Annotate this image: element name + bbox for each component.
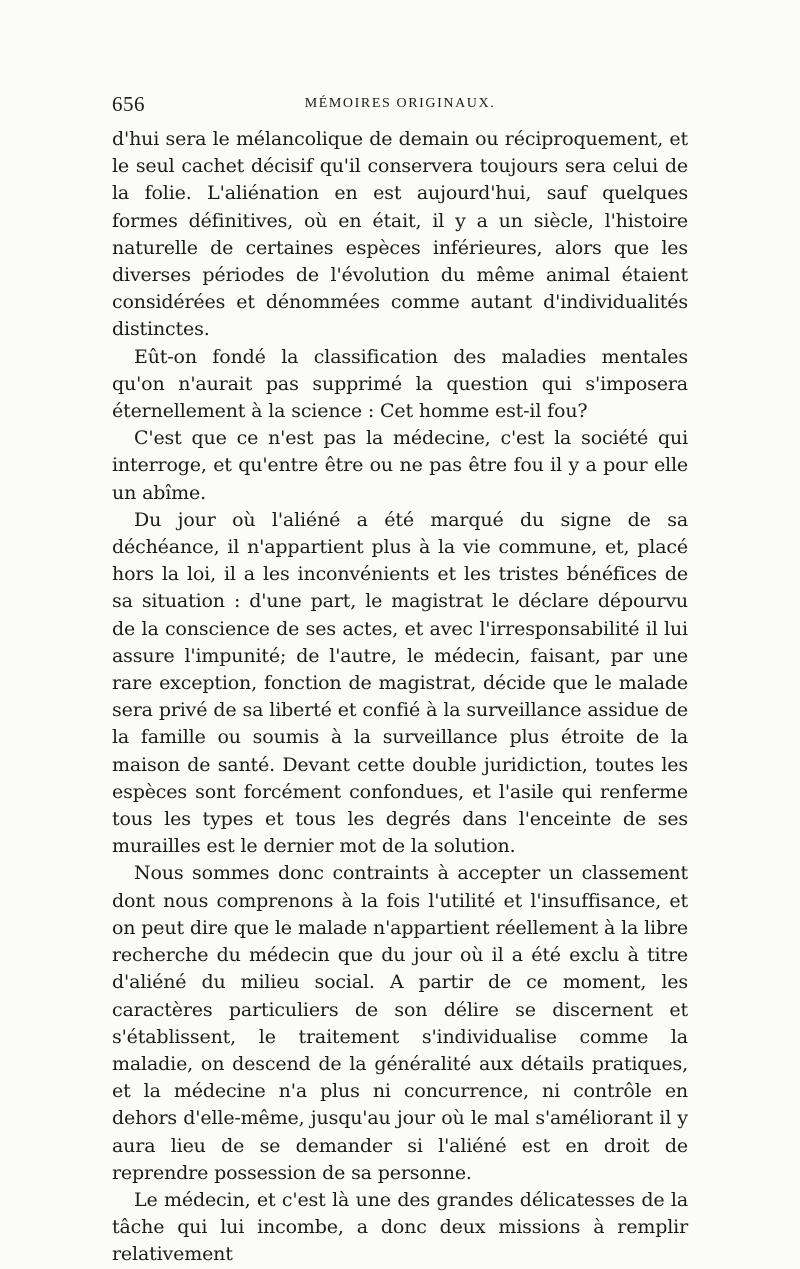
paragraph-continued: d'hui sera le mélancolique de demain ou réciproquement, et le seul cachet décisif qu'il conservera toujours sera celui de la folie. L'aliénation en est aujourd'hui, sauf quelques formes définitives, où en était, il y a un siècle, l'histoire naturelle de certaines espèces inférieures, alors que les diverses périodes de l'évolution du même animal étaient considérées et dénommées comme autant d'individualités distinctes. bbox=[112, 128, 688, 341]
paragraph: Eût-on fondé la classification des maladies mentales qu'on n'aurait pas supprimé la question qui s'imposera éternellement à la science : Cet homme est-il fou? bbox=[112, 345, 688, 423]
paragraph: C'est que ce n'est pas la médecine, c'est la société qui interroge, et qu'entre être ou ne pas être fou il y a pour elle un abîme. bbox=[112, 427, 688, 504]
running-header bbox=[112, 92, 688, 126]
paragraph: Du jour où l'aliéné a été marqué du signe de sa déchéance, il n'appartient plus à la vie commune, et, placé hors la loi, il a les inconvénients et les tristes bénéfices de sa situation : d'une part, le magistrat le déclare dépourvu de la conscience de ses actes, et avec l'irresponsabilité il lui assure l'impunité; de l'autre, le médecin, faisant, par une rare exception, fonction de magistrat, décide que le malade sera privé de sa liberté et confié à la surveillance assidue de la famille ou soumis à la surveillance plus étroite de la maison de santé. Devant cette double juridiction, toutes les espèces sont forcément confondues, et l'asile qui renferme tous les types et tous les degrés dans l'enceinte de ses murailles est le dernier mot de la solution. bbox=[112, 508, 688, 858]
running-title: MÉMOIRES ORIGINAUX. bbox=[304, 96, 496, 111]
body-text bbox=[112, 126, 688, 1269]
book-page bbox=[112, 92, 688, 1269]
page-number: 656 bbox=[112, 92, 145, 116]
paragraph: Nous sommes donc contraints à accepter un classement dont nous comprenons à la fois l'utilité et l'insuffisance, et on peut dire que le malade n'appartient réellement à la libre recherche du médecin que du jour où il a été exclu à titre d'aliéné du milieu social. A partir de ce moment, les caractères particuliers de son délire se discernent et s'établissent, le traitement s'individualise comme la maladie, on descend de la généralité aux détails pratiques, et la médecine n'a plus ni concurrence, ni contrôle en dehors d'elle-même, jusqu'au jour où le mal s'améliorant il y aura lieu de se demander si l'aliéné est en droit de reprendre possession de sa personne. bbox=[112, 862, 688, 1184]
paragraph-truncated: Le médecin, et c'est là une des grandes délicatesses de la tâche qui lui incombe, a donc deux missions à remplir relativement bbox=[112, 1188, 688, 1266]
